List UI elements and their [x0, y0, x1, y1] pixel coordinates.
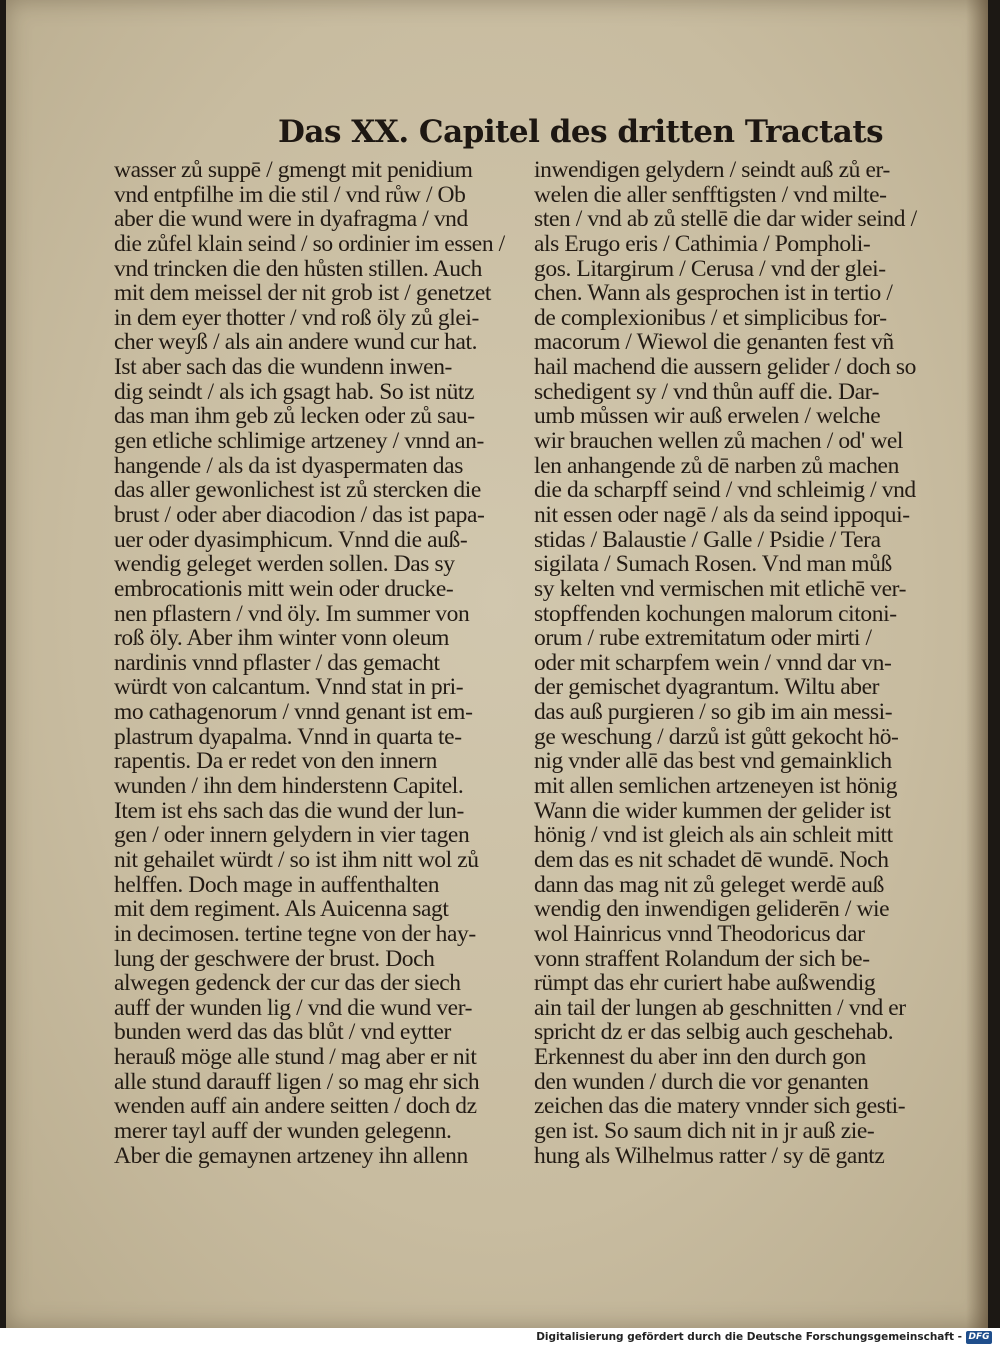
text-line: wendig den inwendigen geliderēn / wie: [534, 896, 890, 923]
text-line: Item ist ehs sach das die wund der lun-: [114, 797, 464, 824]
text-line: lung der geschwere der brust. Doch: [114, 945, 435, 972]
text-line: inwendigen gelydern / seindt auß zů er-: [534, 157, 890, 183]
text-line: gen ist. So saum dich nit in jr auß zie-: [534, 1117, 875, 1144]
text-line: wunden / ihn dem hinderstenn Capitel.: [114, 773, 464, 800]
text-line: gen / oder innern gelydern in vier tagen: [114, 822, 470, 849]
text-line: mo cathagenorum / vnnd genant ist em-: [114, 699, 473, 726]
text-line: alwegen gedenck der cur das der siech: [114, 970, 461, 997]
text-line: die da scharpff seind / vnd schleimig / vnd: [534, 477, 916, 504]
text-line: die zůfel klain seind / so ordinier im essen /: [114, 230, 505, 257]
text-line: das man ihm geb zů lecken oder zů sau-: [114, 403, 475, 430]
text-line: hail machend die aussern gelider / doch so: [534, 354, 916, 381]
text-line: plastrum dyapalma. Vnnd in quarta te-: [114, 723, 462, 750]
text-line: mit dem meissel der nit grob ist / genetzet: [114, 280, 491, 307]
text-line: helffen. Doch mage in auffenthalten: [114, 871, 440, 898]
text-line: herauß möge alle stund / mag aber er nit: [114, 1044, 477, 1071]
text-line: vnd entpfilhe im die stil / vnd růw / Ob: [114, 181, 466, 208]
text-line: nen pflastern / vnd öly. Im summer von: [114, 600, 470, 627]
dfg-logo-icon: DFG: [966, 1331, 992, 1344]
text-line: cher weyß / als ain andere wund cur hat.: [114, 329, 478, 356]
text-line: Aber die gemaynen artzeney ihn allenn: [114, 1142, 468, 1169]
left-text-column: [114, 158, 524, 1168]
text-line: welen die aller senfftigsten / vnd milte-: [534, 181, 887, 208]
text-line: auff der wunden lig / vnd die wund ver-: [114, 994, 473, 1021]
text-line: den wunden / durch die vor genanten: [534, 1068, 869, 1095]
text-line: mit dem regiment. Als Auicenna sagt: [114, 896, 449, 923]
text-line: umb můssen wir auß erwelen / welche: [534, 403, 881, 430]
text-line: würdt von calcantum. Vnnd stat in pri-: [114, 674, 464, 701]
text-line: oder mit scharpfem wein / vnnd dar vn-: [534, 649, 892, 676]
text-line: sigilata / Sumach Rosen. Vnd man můß: [534, 551, 892, 578]
text-line: gos. Litargirum / Cerusa / vnd der glei-: [534, 255, 886, 282]
funding-notice: Digitalisierung gefördert durch die Deutsche Forschungsgemeinschaft -: [536, 1331, 962, 1343]
text-line: orum / rube extremitatum oder mirti /: [534, 625, 872, 652]
text-line: stopffenden kochungen malorum citoni-: [534, 600, 897, 627]
text-line: wasser zů suppē / gmengt mit penidium: [114, 157, 473, 183]
text-line: de complexionibus / et simplicibus for-: [534, 304, 887, 331]
text-line: dann das mag nit zů geleget werdē auß: [534, 871, 884, 898]
text-line: nit essen oder nagē / als da seind ippoqui-: [534, 501, 910, 528]
text-line: bunden werd das das blůt / vnd eytter: [114, 1019, 451, 1046]
text-line: als Erugo eris / Cathimia / Pompholi-: [534, 230, 871, 257]
text-line: Ist aber sach das die wundenn inwen-: [114, 354, 452, 381]
text-line: vonn straffent Rolandum der sich be-: [534, 945, 870, 972]
text-line: embrocationis mitt wein oder drucke-: [114, 575, 454, 602]
text-line: alle stund darauff ligen / so mag ehr sich: [114, 1068, 480, 1095]
page-gutter-shadow: [966, 0, 988, 1328]
text-line: mit allen semlichen artzeneyen ist hönig: [534, 773, 898, 800]
text-line: wendig geleget werden sollen. Das sy: [114, 551, 455, 578]
text-line: hönig / vnd ist gleich als ain schleit mitt: [534, 822, 893, 849]
text-line: in decimosen. tertine tegne von der hay-: [114, 920, 476, 947]
text-line: der gemischet dyagrantum. Wiltu aber: [534, 674, 880, 701]
text-line: das auß purgieren / so gib im ain messi-: [534, 699, 893, 726]
text-line: dem das es nit schadet dē wundē. Noch: [534, 846, 889, 873]
text-line: len anhangende zů dē narben zů machen: [534, 452, 899, 479]
text-line: wenden auff ain andere seitten / doch dz: [114, 1093, 477, 1120]
text-line: merer tayl auff der wunden gelegenn.: [114, 1117, 452, 1144]
text-line: ain tail der lungen ab geschnitten / vnd er: [534, 994, 906, 1021]
text-line: sy kelten vnd vermischen mit etlichē ver-: [534, 575, 907, 602]
text-line: brust / oder aber diacodion / das ist papa-: [114, 501, 485, 528]
text-line: rümpt das ehr curiert habe außwendig: [534, 970, 876, 997]
text-line: schedigent sy / vnd thůn auff die. Dar-: [534, 378, 880, 405]
text-line: aber die wund were in dyafragma / vnd: [114, 206, 468, 233]
text-line: spricht dz er das selbig auch geschehab.: [534, 1019, 894, 1046]
text-line: in dem eyer thotter / vnd roß öly zů glei-: [114, 304, 479, 331]
text-line: wir brauchen wellen zů machen / od' wel: [534, 428, 904, 455]
text-line: uer oder dyasimphicum. Vnnd die auß-: [114, 526, 468, 553]
chapter-header: Das XX. Capitel des dritten Tractats: [278, 114, 884, 150]
text-line: sten / vnd ab zů stellē die dar wider seind /: [534, 206, 917, 233]
text-line: Erkennest du aber inn den durch gon: [534, 1044, 866, 1071]
text-line: roß öly. Aber ihm winter vonn oleum: [114, 625, 449, 652]
text-line: dig seindt / als ich gsagt hab. So ist nütz: [114, 378, 475, 405]
text-line: stidas / Balaustie / Galle / Psidie / Tera: [534, 526, 881, 553]
text-line: chen. Wann als gesprochen ist in tertio /: [534, 280, 893, 307]
text-line: rapentis. Da er redet von den innern: [114, 748, 437, 775]
text-line: macorum / Wiewol die genanten fest vñ: [534, 329, 894, 356]
text-line: gen etliche schlimige artzeney / vnnd an-: [114, 428, 484, 455]
text-line: vnd trincken die den hůsten stillen. Auch: [114, 255, 483, 282]
text-line: hung als Wilhelmus ratter / sy dē gantz: [534, 1142, 885, 1169]
text-line: zeichen das die matery vnnder sich gesti-: [534, 1093, 906, 1120]
text-line: hangende / als da ist dyaspermaten das: [114, 452, 463, 479]
right-text-column: [534, 158, 942, 1168]
text-line: nardinis vnnd pflaster / das gemacht: [114, 649, 440, 676]
text-line: nig vnder allē das best vnd gemainklich: [534, 748, 892, 775]
text-line: wol Hainricus vnnd Theodoricus dar: [534, 920, 865, 947]
text-line: Wann die wider kummen der gelider ist: [534, 797, 891, 824]
text-line: ge weschung / darzů ist gůtt gekocht hö-: [534, 723, 899, 750]
text-line: nit gehailet würdt / so ist ihm nitt wol zů: [114, 846, 479, 873]
text-line: das aller gewonlichest ist zů stercken die: [114, 477, 481, 504]
